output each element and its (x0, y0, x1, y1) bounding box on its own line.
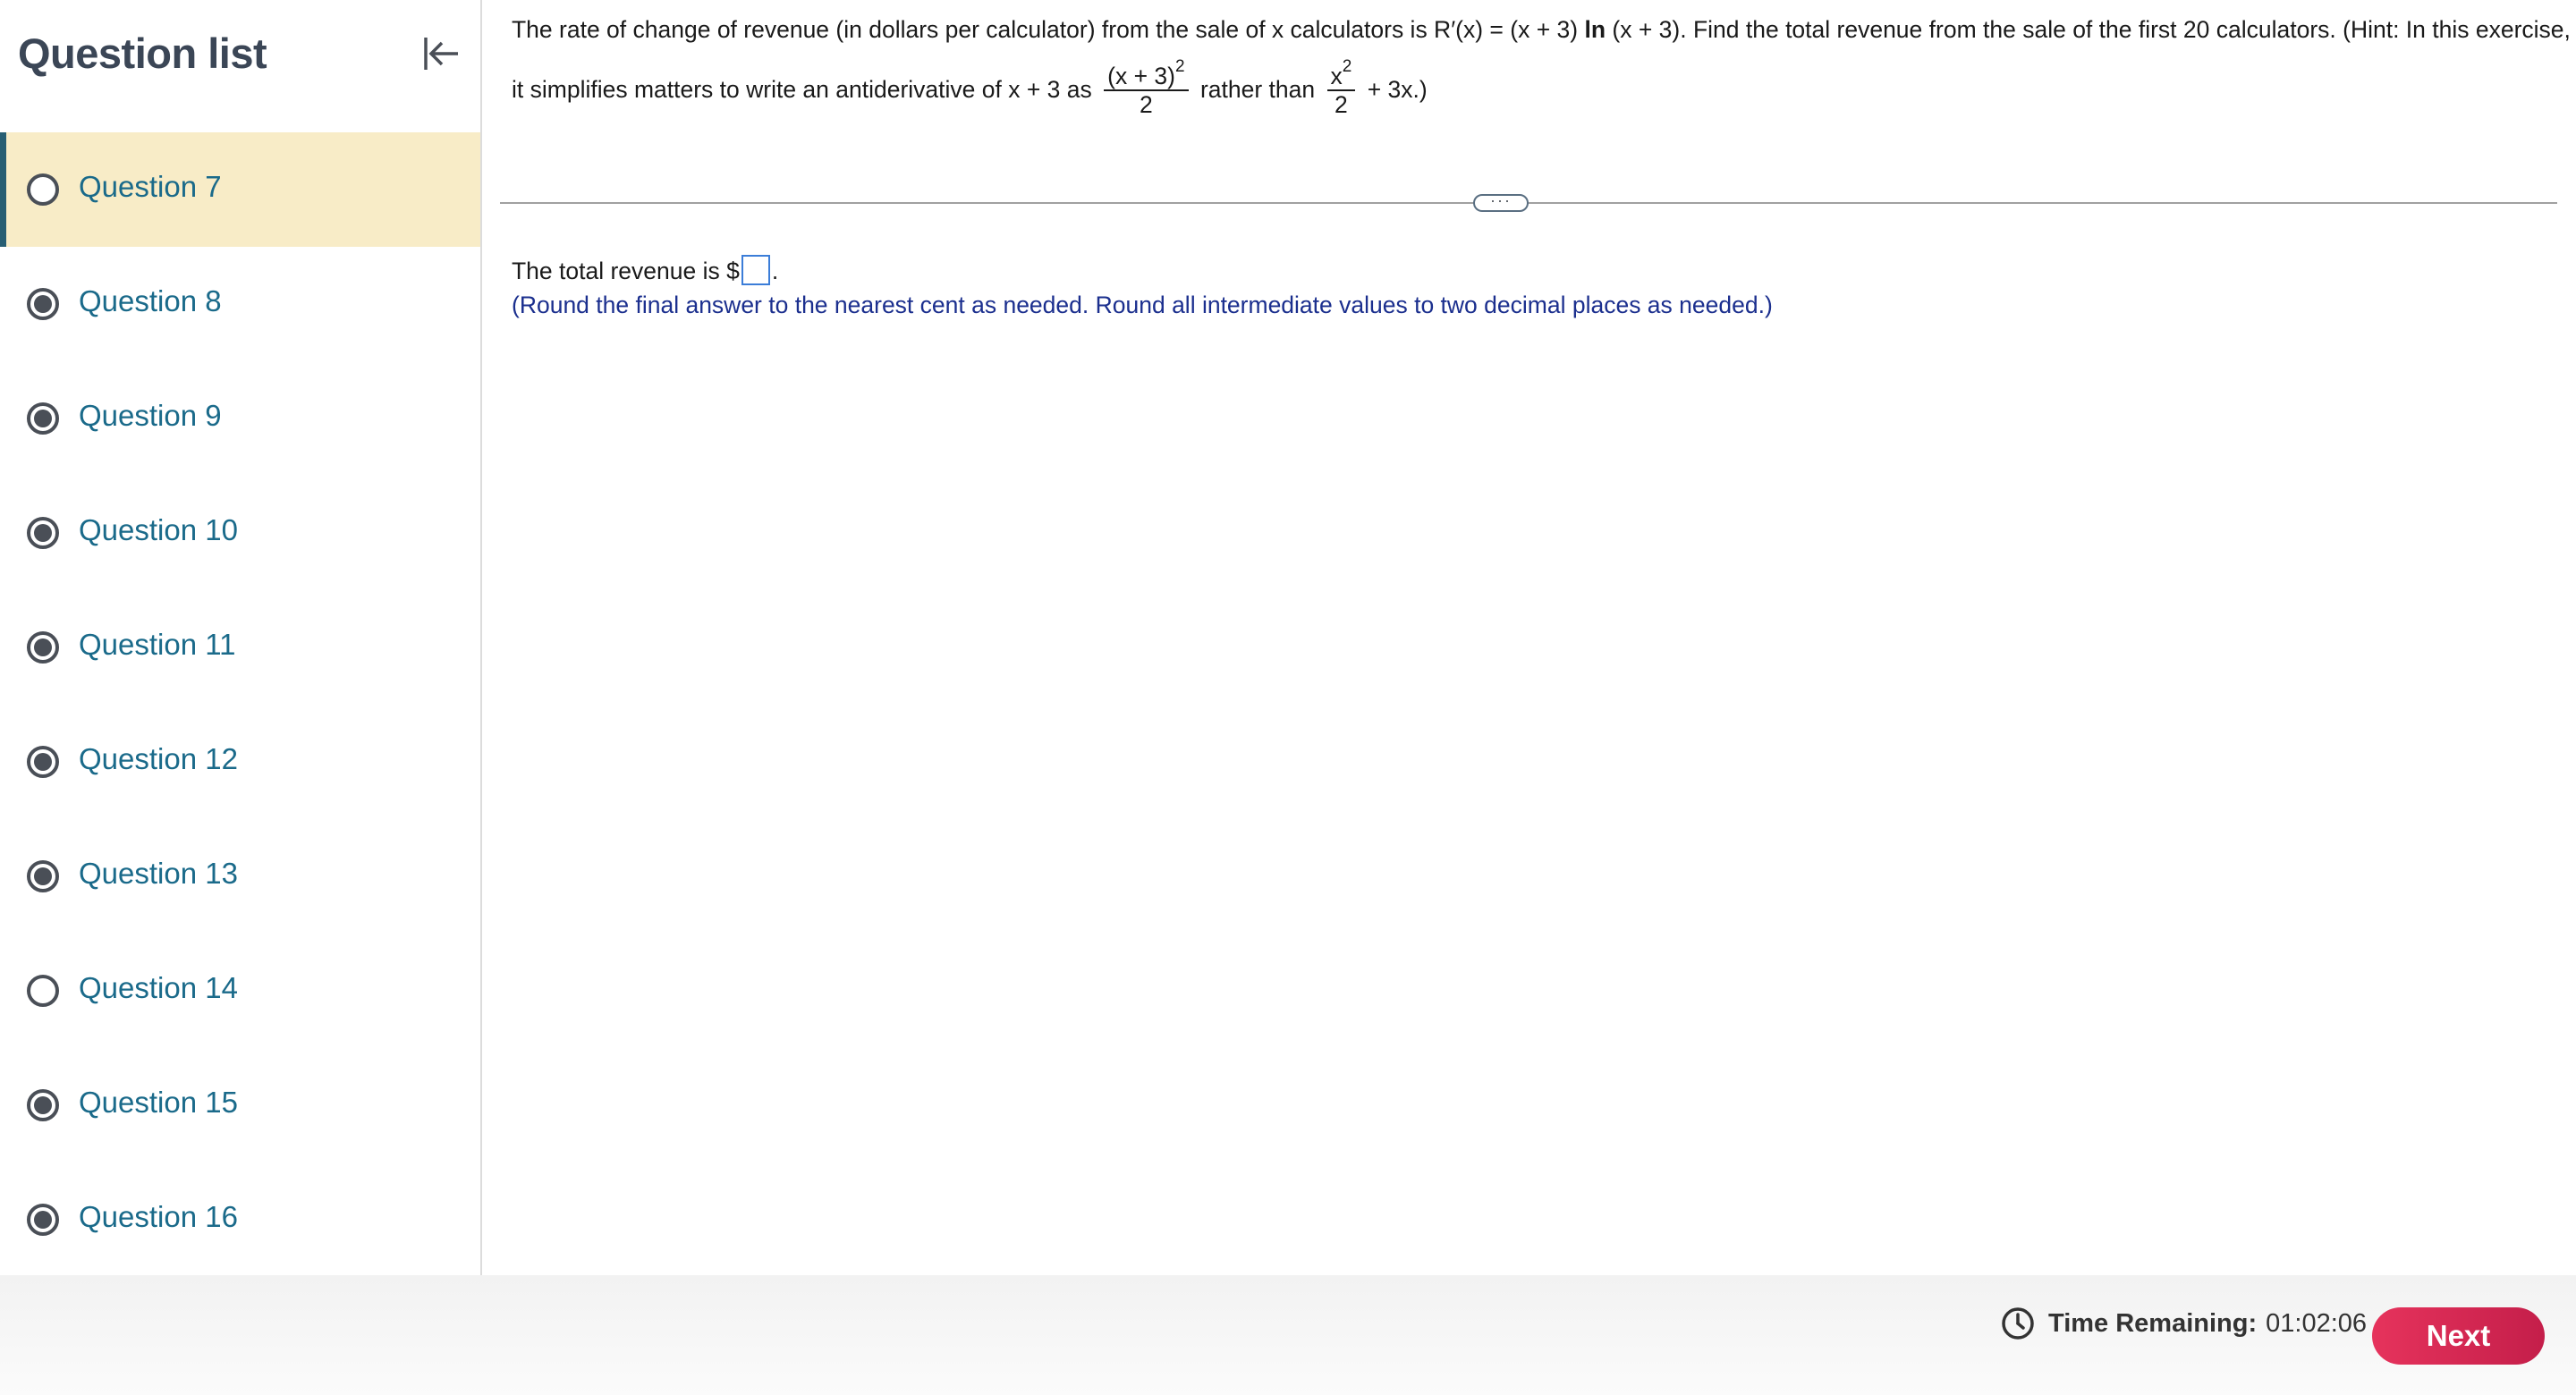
question-list-sidebar (0, 0, 482, 1275)
answer-line (512, 258, 778, 288)
question-label: Question 12 (79, 742, 238, 775)
exponent: 2 (1342, 57, 1352, 76)
question-list-item[interactable] (0, 590, 480, 705)
next-button[interactable]: Next (2372, 1307, 2545, 1365)
question-list (0, 132, 480, 1277)
answer-prefix: The total revenue is $ (512, 258, 740, 284)
question-list-item[interactable] (0, 1048, 480, 1162)
question-label: Question 16 (79, 1200, 238, 1233)
fraction-numerator (1104, 57, 1188, 91)
question-label: Question 8 (79, 284, 222, 317)
question-label: Question 14 (79, 971, 238, 1004)
rounding-instructions: (Round the final answer to the nearest cent as needed. Round all intermediate values to two decimal places as needed.) (512, 292, 1773, 318)
fraction-denominator: 2 (1335, 90, 1348, 118)
problem-line-2 (512, 57, 1428, 122)
collapse-left-icon (419, 32, 462, 75)
exponent: 2 (1175, 57, 1185, 76)
question-label: Question 10 (79, 513, 238, 546)
question-label: Question 9 (79, 399, 222, 432)
problem-text: it simplifies matters to write an antiderivative of x + 3 as (512, 75, 1092, 103)
answer-input[interactable] (741, 255, 770, 285)
question-label: Question 11 (79, 628, 236, 661)
question-list-item[interactable] (0, 1162, 480, 1277)
problem-text: rather than (1199, 75, 1316, 103)
answered-status-icon (27, 288, 59, 320)
clock-icon (2000, 1306, 2036, 1341)
question-label: Question 13 (79, 857, 238, 890)
question-list-item[interactable] (0, 476, 480, 590)
sidebar-title: Question list (18, 30, 267, 77)
unanswered-status-icon (27, 975, 59, 1007)
time-remaining-value: 01:02:06 (2266, 1308, 2368, 1338)
numerator-text: (x + 3) (1107, 62, 1175, 89)
sidebar-header (0, 0, 480, 132)
footer-bar (0, 1275, 2576, 1395)
fraction-x-squared-over-2 (1327, 57, 1356, 118)
expand-hint-button[interactable]: ··· (1473, 194, 1529, 212)
question-list-item[interactable] (0, 819, 480, 934)
fraction-x-plus-3-squared-over-2 (1104, 57, 1188, 118)
problem-statement (512, 14, 2571, 118)
problem-text: The rate of change of revenue (in dollars per calculator) from the sale of x calculators is R′(x) = (x + 3) (512, 16, 1585, 43)
question-label: Question 15 (79, 1086, 238, 1119)
answered-status-icon (27, 631, 59, 664)
question-list-item[interactable] (0, 934, 480, 1048)
unanswered-status-icon (27, 173, 59, 206)
question-list-item[interactable] (0, 132, 480, 247)
answered-status-icon (27, 402, 59, 435)
problem-text: + 3x.) (1367, 75, 1428, 103)
ln-text: ln (1584, 16, 1606, 43)
question-panel (482, 0, 2576, 1275)
question-list-item[interactable] (0, 361, 480, 476)
answered-status-icon (27, 860, 59, 892)
time-remaining (2000, 1306, 2367, 1341)
fraction-denominator: 2 (1139, 90, 1153, 118)
answer-suffix: . (771, 258, 779, 284)
time-remaining-label: Time Remaining: (2048, 1308, 2258, 1338)
problem-line-1 (512, 14, 2569, 45)
answered-status-icon (27, 517, 59, 549)
question-list-item[interactable] (0, 705, 480, 819)
problem-text: (x + 3). Find the total revenue from the sale of the first 20 calculators. (Hint: In this exercise, (1606, 16, 2571, 43)
question-label: Question 7 (79, 170, 222, 203)
answered-status-icon (27, 1204, 59, 1236)
section-divider (500, 202, 2557, 204)
question-list-item[interactable] (0, 247, 480, 361)
answered-status-icon (27, 1089, 59, 1121)
collapse-sidebar-button[interactable] (413, 27, 467, 80)
numerator-text: x (1330, 62, 1343, 89)
answered-status-icon (27, 746, 59, 778)
fraction-numerator (1327, 57, 1356, 91)
